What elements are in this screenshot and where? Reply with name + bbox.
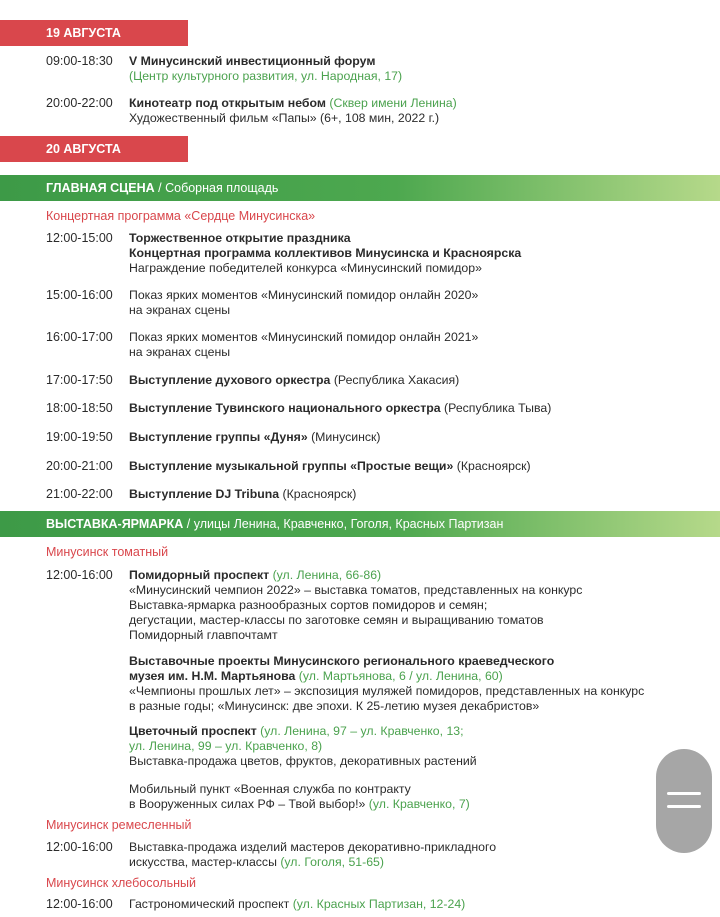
event-title: Выступление DJ Tribuna (129, 487, 280, 501)
section-header-main-stage (0, 175, 720, 201)
event-note: на экранах сцены (129, 345, 231, 359)
event-note: Мобильный пункт «Военная служба по контракту (129, 782, 411, 796)
event-place: (Красноярск) (453, 459, 531, 473)
section-place: / Соборная площадь (154, 181, 279, 195)
event-title: Выставочные проекты Минусинского регионального краеведческого (129, 654, 555, 668)
event-time: 20:00-22:00 (46, 96, 113, 110)
event-description (129, 330, 709, 360)
event-description (129, 487, 709, 502)
event-note: в разные годы; «Минусинск: две эпохи. К 25-летию музея декабристов» (129, 699, 540, 713)
event-title: Выступление Тувинского национального оркестра (129, 401, 441, 415)
event-title: Торжественное открытие праздника (129, 231, 351, 245)
subsection-title: Минусинск ремесленный (46, 818, 192, 832)
event-description (129, 654, 709, 714)
event-description (129, 782, 709, 812)
program-title: Концертная программа «Сердце Минусинска» (46, 209, 316, 223)
event-title: Выступление группы «Дуня» (129, 430, 308, 444)
event-place: (Республика Хакасия) (330, 373, 460, 387)
event-time: 16:00-17:00 (46, 330, 113, 344)
event-place: (ул. Мартьянова, 6 / ул. Ленина, 60) (295, 669, 503, 683)
event-title: музея им. Н.М. Мартьянова (129, 669, 296, 683)
event-note: Выставка-продажа цветов, фруктов, декоративных растений (129, 754, 477, 768)
event-time: 12:00-16:00 (46, 840, 113, 854)
event-description (129, 231, 709, 276)
event-place: ул. Ленина, 99 – ул. Кравченко, 8) (129, 739, 323, 753)
event-title: Выступление духового оркестра (129, 373, 331, 387)
event-title: V Минусинский инвестиционный форум (129, 54, 376, 68)
event-time: 19:00-19:50 (46, 430, 113, 444)
event-place: (Минусинск) (307, 430, 381, 444)
section-header-fair (0, 511, 720, 537)
subsection-title: Минусинск томатный (46, 545, 169, 559)
event-description (129, 724, 709, 769)
section-place: / улицы Ленина, Кравченко, Гоголя, Красных Партизан (183, 517, 504, 531)
event-description (129, 459, 709, 474)
event-note: Показ ярких моментов «Минусинский помидор онлайн 2020» (129, 288, 479, 302)
event-description (129, 897, 709, 912)
event-description (129, 401, 709, 416)
event-place: (Республика Тыва) (440, 401, 552, 415)
event-time: 21:00-22:00 (46, 487, 113, 501)
event-place: (ул. Ленина, 66-86) (269, 568, 382, 582)
event-title: Концертная программа коллективов Минусинска и Красноярска (129, 246, 522, 260)
event-place: (Красноярск) (279, 487, 357, 501)
event-description (129, 288, 709, 318)
event-description (129, 568, 709, 643)
event-description (129, 373, 709, 388)
event-place: (ул. Гоголя, 51-65) (276, 855, 384, 869)
event-note: Помидорный главпочтамт (129, 628, 278, 642)
event-note: Выставка-продажа изделий мастеров декоративно-прикладного (129, 840, 497, 854)
event-description (129, 54, 709, 84)
event-place: (ул. Красных Партизан, 12-24) (289, 897, 466, 911)
event-place: (ул. Кравченко, 7) (365, 797, 470, 811)
event-note: в Вооруженных силах РФ – Твой выбор!» (129, 797, 366, 811)
event-note: дегустации, мастер-классы по заготовке семян и выращиванию томатов (129, 613, 544, 627)
event-time: 09:00-18:30 (46, 54, 113, 68)
date-header-19: 19 АВГУСТА (0, 20, 188, 46)
event-note: на экранах сцены (129, 303, 231, 317)
event-note: «Минусинский чемпион 2022» – выставка томатов, представленных на конкурс (129, 583, 583, 597)
subsection-title: Минусинск хлебосольный (46, 876, 196, 890)
event-time: 12:00-16:00 (46, 568, 113, 582)
section-title: ВЫСТАВКА-ЯРМАРКА (46, 517, 184, 531)
event-title: Кинотеатр под открытым небом (129, 96, 326, 110)
event-note: Награждение победителей конкурса «Минусинский помидор» (129, 261, 482, 275)
event-time: 15:00-16:00 (46, 288, 113, 302)
section-title: ГЛАВНАЯ СЦЕНА (46, 181, 155, 195)
event-time: 12:00-16:00 (46, 897, 113, 911)
event-time: 17:00-17:50 (46, 373, 113, 387)
event-description (129, 430, 709, 445)
event-time: 20:00-21:00 (46, 459, 113, 473)
menu-button[interactable] (656, 749, 712, 853)
date-header-20: 20 АВГУСТА (0, 136, 188, 162)
event-time: 18:00-18:50 (46, 401, 113, 415)
event-description (129, 840, 709, 870)
event-title: Помидорный проспект (129, 568, 270, 582)
event-title: Цветочный проспект (129, 724, 257, 738)
event-note: Показ ярких моментов «Минусинский помидор онлайн 2021» (129, 330, 479, 344)
event-note: Гастрономический проспект (129, 897, 290, 911)
event-note: Выставка-ярмарка разнообразных сортов помидоров и семян; (129, 598, 488, 612)
event-title: Выступление музыкальной группы «Простые вещи» (129, 459, 454, 473)
event-place: (ул. Ленина, 97 – ул. Кравченко, 13; (256, 724, 464, 738)
event-note: искусства, мастер-классы (129, 855, 277, 869)
event-note: Художественный фильм «Папы» (6+, 108 мин, 2022 г.) (129, 111, 440, 125)
event-note: «Чемпионы прошлых лет» – экспозиция муляжей помидоров, представленных на конкурс (129, 684, 645, 698)
event-place: (Сквер имени Ленина) (329, 96, 457, 110)
event-time: 12:00-15:00 (46, 231, 113, 245)
event-description (129, 96, 709, 126)
event-place: (Центр культурного развития, ул. Народная, 17) (129, 69, 403, 83)
